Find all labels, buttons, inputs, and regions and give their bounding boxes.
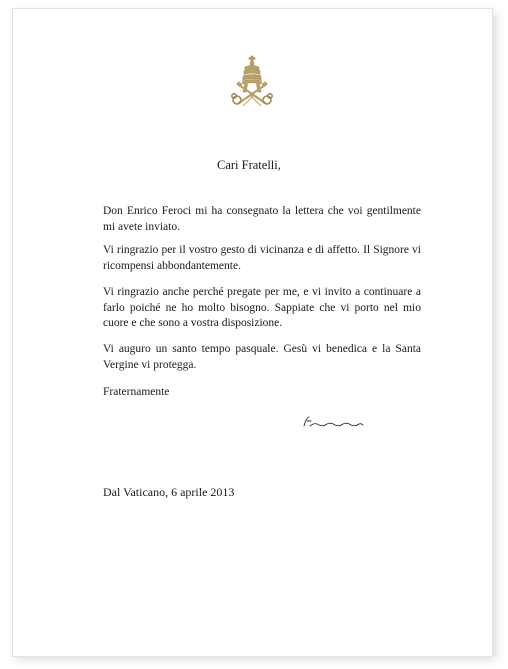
dateline: Dal Vaticano, 6 aprile 2013 xyxy=(103,485,235,499)
paragraph-1: Don Enrico Feroci mi ha consegnato la lettera che voi gentilmente mi avete inviato. xyxy=(103,205,421,233)
signature xyxy=(303,412,365,430)
salutation: Cari Fratelli, xyxy=(217,158,281,172)
paragraph-3: Vi ringrazio anche perché pregate per me, e vi invito a continuare a farlo poiché ne ho molto bisogno. Sappiate che vi porto nel mio cuore e che sono a vostra disposizione. xyxy=(103,286,421,329)
paragraph-2: Vi ringrazio per il vostro gesto di vicinanza e di affetto. Il Signore vi ricompensi abbondantemente. xyxy=(103,244,421,272)
closing: Fraternamente xyxy=(103,386,170,398)
signature-scribble-icon xyxy=(303,412,365,430)
paragraph-4: Vi auguro un santo tempo pasquale. Gesù vi benedica e la Santa Vergine vi protegga. xyxy=(103,343,421,371)
papal-emblem-icon xyxy=(225,55,279,107)
